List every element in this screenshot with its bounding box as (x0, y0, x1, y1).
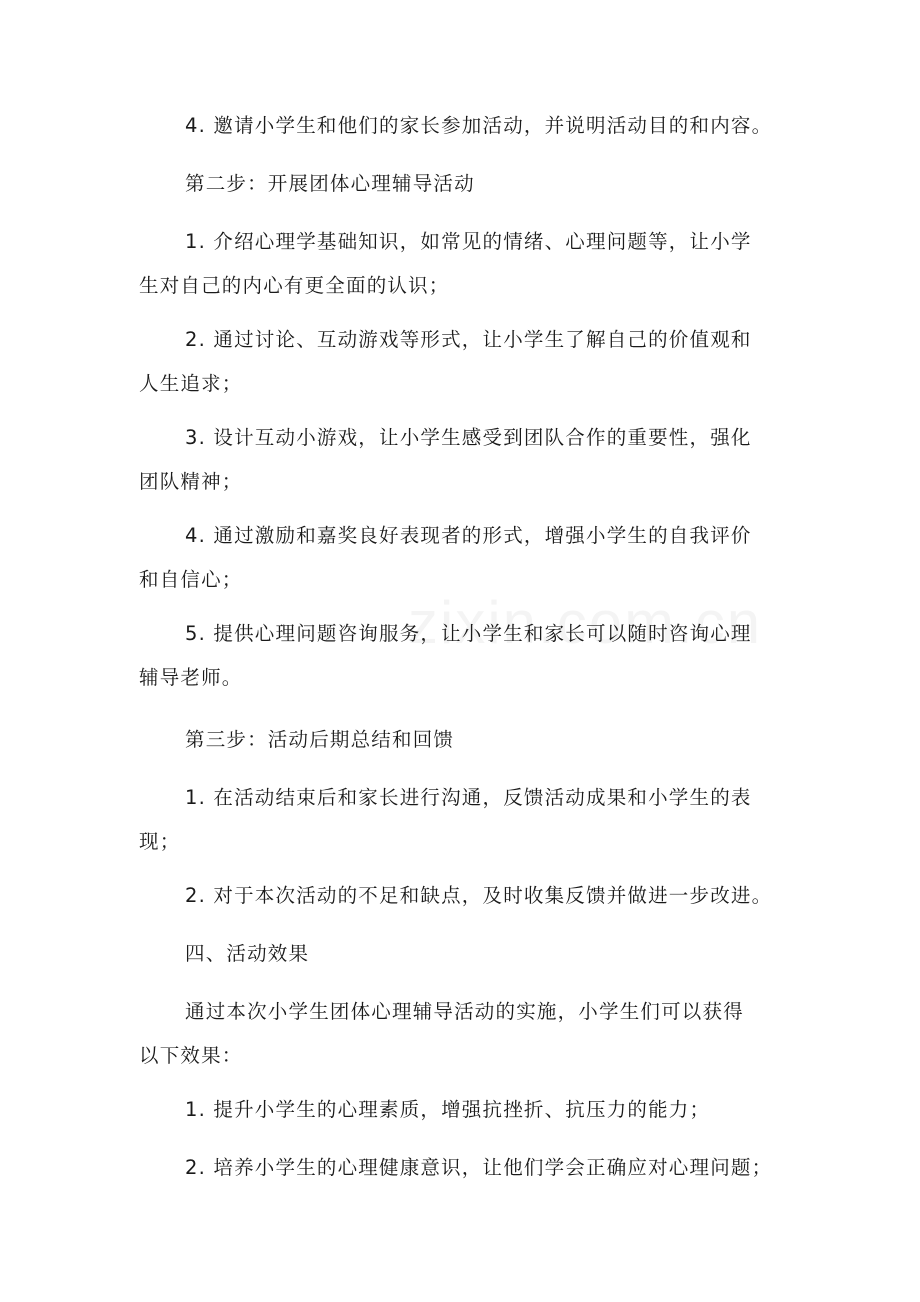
paragraph-line: 5. 提供心理问题咨询服务，让小学生和家长可以随时咨询心理 (185, 622, 752, 645)
paragraph-line: 2. 对于本次活动的不足和缺点，及时收集反馈并做进一步改进。 (185, 884, 773, 907)
paragraph (139, 990, 799, 1078)
paragraph-line: 第二步：开展团体心理辅导活动 (185, 172, 475, 195)
paragraph-line: 和自信心； (139, 568, 243, 591)
paragraph (139, 776, 799, 864)
paragraph-line: 3. 设计互动小游戏，让小学生感受到团队合作的重要性，强化 (185, 426, 752, 449)
section-heading (139, 932, 799, 976)
paragraph-line: 现； (139, 830, 181, 853)
paragraph-line: 通过本次小学生团体心理辅导活动的实施，小学生们可以获得 (185, 1000, 744, 1023)
paragraph-line: 辅导老师。 (139, 666, 243, 689)
paragraph-line: 2. 通过讨论、互动游戏等形式，让小学生了解自己的价值观和 (185, 328, 752, 351)
paragraph-line: 四、活动效果 (185, 942, 310, 965)
paragraph (139, 514, 799, 602)
paragraph-line: 第三步：活动后期总结和回馈 (185, 728, 455, 751)
paragraph-line: 1. 在活动结束后和家长进行沟通，反馈活动成果和小学生的表 (185, 786, 752, 809)
paragraph (139, 1146, 799, 1190)
paragraph-line: 4. 邀请小学生和他们的家长参加活动，并说明活动目的和内容。 (185, 114, 773, 137)
paragraph (139, 874, 799, 918)
paragraph-line: 4. 通过激励和嘉奖良好表现者的形式，增强小学生的自我评价 (185, 524, 752, 547)
paragraph-line: 团队精神； (139, 470, 243, 493)
paragraph (139, 220, 799, 308)
paragraph-line: 以下效果： (139, 1044, 243, 1067)
section-heading (139, 718, 799, 762)
section-heading (139, 162, 799, 206)
paragraph (139, 1088, 799, 1132)
paragraph-line: 2. 培养小学生的心理健康意识，让他们学会正确应对心理问题； (185, 1156, 773, 1179)
paragraph-line: 生对自己的内心有更全面的认识； (139, 274, 450, 297)
paragraph-line: 1. 提升小学生的心理素质，增强抗挫折、抗压力的能力； (185, 1098, 711, 1121)
paragraph (139, 416, 799, 504)
paragraph-line: 1. 介绍心理学基础知识，如常见的情绪、心理问题等，让小学 (185, 230, 752, 253)
paragraph (139, 612, 799, 700)
paragraph (139, 104, 799, 148)
paragraph-line: 人生追求； (139, 372, 243, 395)
paragraph (139, 318, 799, 406)
